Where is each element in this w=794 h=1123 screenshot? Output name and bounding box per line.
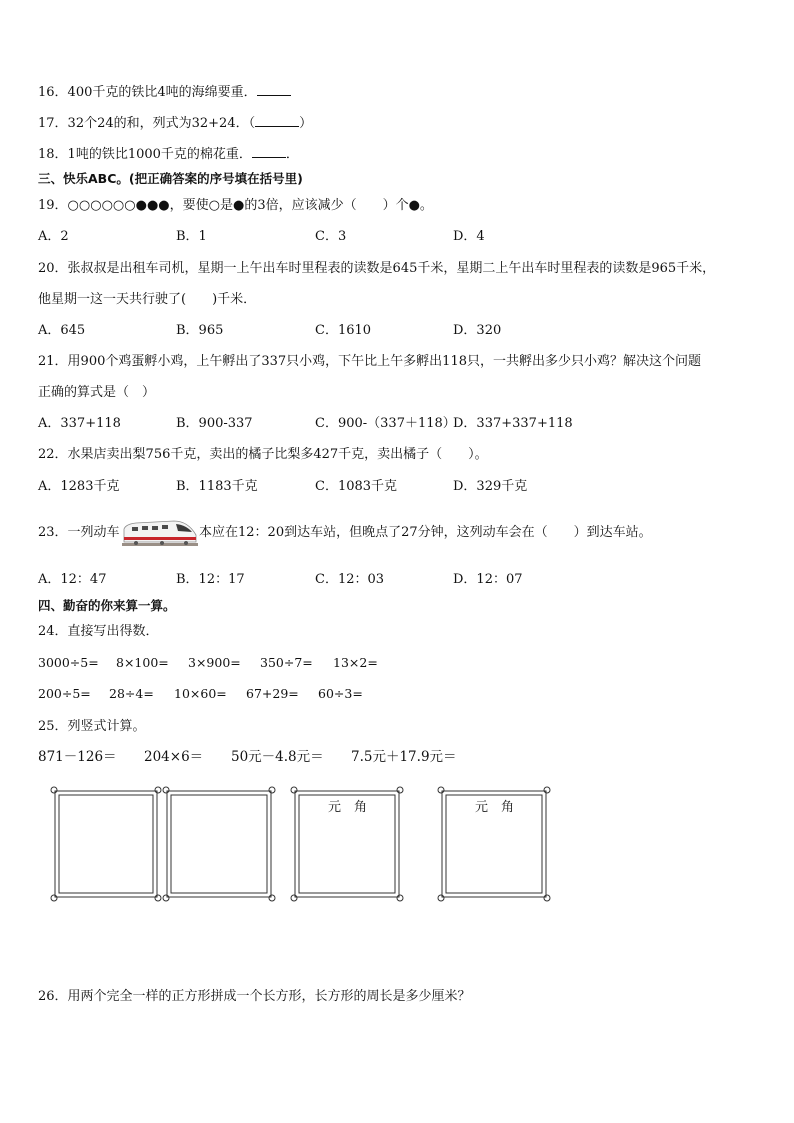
calc-item: 8×100= — [116, 655, 169, 670]
vertical-calc-item: 871－126＝ — [38, 749, 117, 765]
question-16-text: 16．400千克的铁比4吨的海绵要重． — [38, 85, 257, 100]
calc-item: 10×60= — [174, 686, 227, 701]
option-a[interactable]: A．12：47 — [38, 572, 107, 587]
option-c[interactable]: C．900-（337＋118） — [315, 416, 456, 431]
calc-item: 3×900= — [188, 655, 241, 670]
vertical-calc-item: 50元－4.8元＝ — [231, 749, 324, 765]
option-b[interactable]: B．1183千克 — [176, 479, 258, 494]
vertical-calc-item: 204×6＝ — [144, 749, 204, 765]
answer-box-currency[interactable] — [290, 786, 404, 902]
option-d[interactable]: D．4 — [453, 229, 485, 244]
question-18-text: 18．1吨的铁比1000千克的棉花重． — [38, 147, 252, 162]
question-18 — [38, 145, 299, 164]
calc-item: 28÷4= — [109, 686, 154, 701]
calc-item: 200÷5= — [38, 686, 91, 701]
question-17 — [38, 114, 312, 133]
question-23-prefix: 23．一列动车 — [38, 525, 120, 540]
option-b[interactable]: B．12：17 — [176, 572, 245, 587]
option-b[interactable]: B．900-337 — [176, 416, 253, 431]
question-18-end: ． — [285, 147, 299, 162]
option-a[interactable]: A．337+118 — [38, 416, 121, 431]
question-21-line1: 21．用900个鸡蛋孵小鸡，上午孵出了337只小鸡，下午比上午多孵出118只，一共孵出多少只小鸡？解决这个问题 — [38, 354, 701, 369]
unit-label: 元 角 — [475, 800, 515, 815]
calc-item: 67+29= — [246, 686, 299, 701]
question-20-line2: 他星期一这一天共行驶了( )千米． — [38, 292, 257, 307]
section-4-heading: 四、勤奋的你来算一算。 — [38, 598, 176, 613]
answer-blank[interactable] — [252, 145, 286, 158]
question-24: 24．直接写出得数． — [38, 624, 159, 639]
option-d[interactable]: D．12：07 — [453, 572, 523, 587]
answer-box[interactable] — [50, 786, 162, 902]
question-20-line1: 20．张叔叔是出租车司机，星期一上午出车时里程表的读数是645千米，星期二上午出车时里程表的读数是965千米， — [38, 261, 716, 276]
question-25: 25．列竖式计算。 — [38, 719, 146, 734]
answer-box[interactable] — [162, 786, 276, 902]
question-16 — [38, 83, 291, 102]
option-c[interactable]: C．1610 — [315, 323, 372, 338]
option-c[interactable]: C．1083千克 — [315, 479, 398, 494]
answer-blank[interactable] — [255, 114, 299, 127]
option-a[interactable]: A．1283千克 — [38, 479, 120, 494]
option-d[interactable]: D．337+337+118 — [453, 416, 573, 431]
option-d[interactable]: D．329千克 — [453, 479, 528, 494]
section-3-heading: 三、快乐ABC。(把正确答案的序号填在括号里) — [38, 171, 303, 186]
option-b[interactable]: B．965 — [176, 323, 224, 338]
question-17-text: 17．32个24的和，列式为32+24．（ — [38, 116, 256, 131]
calc-item: 3000÷5= — [38, 655, 99, 670]
option-c[interactable]: C．12：03 — [315, 572, 385, 587]
vertical-calc-item: 7.5元＋17.9元＝ — [351, 749, 457, 765]
question-21-line2: 正确的算式是（ ） — [38, 385, 156, 400]
answer-box-currency[interactable] — [437, 786, 551, 902]
calc-item: 13×2= — [333, 655, 378, 670]
question-19: 19．○○○○○○●●●，要使○是●的3倍，应该减少（ ）个●。 — [38, 198, 433, 213]
option-b[interactable]: B．1 — [176, 229, 207, 244]
question-26: 26．用两个完全一样的正方形拼成一个长方形，长方形的周长是多少厘米？ — [38, 989, 471, 1004]
train-icon — [122, 515, 198, 549]
question-23-text: 本应在12：20到达车站，但晚点了27分钟，这列动车会在（ ）到达车站。 — [199, 525, 652, 540]
option-a[interactable]: A．645 — [38, 323, 86, 338]
question-17-close: ） — [299, 116, 313, 131]
option-d[interactable]: D．320 — [453, 323, 502, 338]
answer-blank[interactable] — [257, 83, 291, 96]
calc-item: 60÷3= — [318, 686, 363, 701]
unit-label: 元 角 — [328, 800, 368, 815]
option-c[interactable]: C．3 — [315, 229, 347, 244]
option-a[interactable]: A．2 — [38, 229, 69, 244]
calc-item: 350÷7= — [260, 655, 313, 670]
question-22: 22．水果店卖出梨756千克，卖出的橘子比梨多427千克，卖出橘子（ ）。 — [38, 447, 488, 462]
